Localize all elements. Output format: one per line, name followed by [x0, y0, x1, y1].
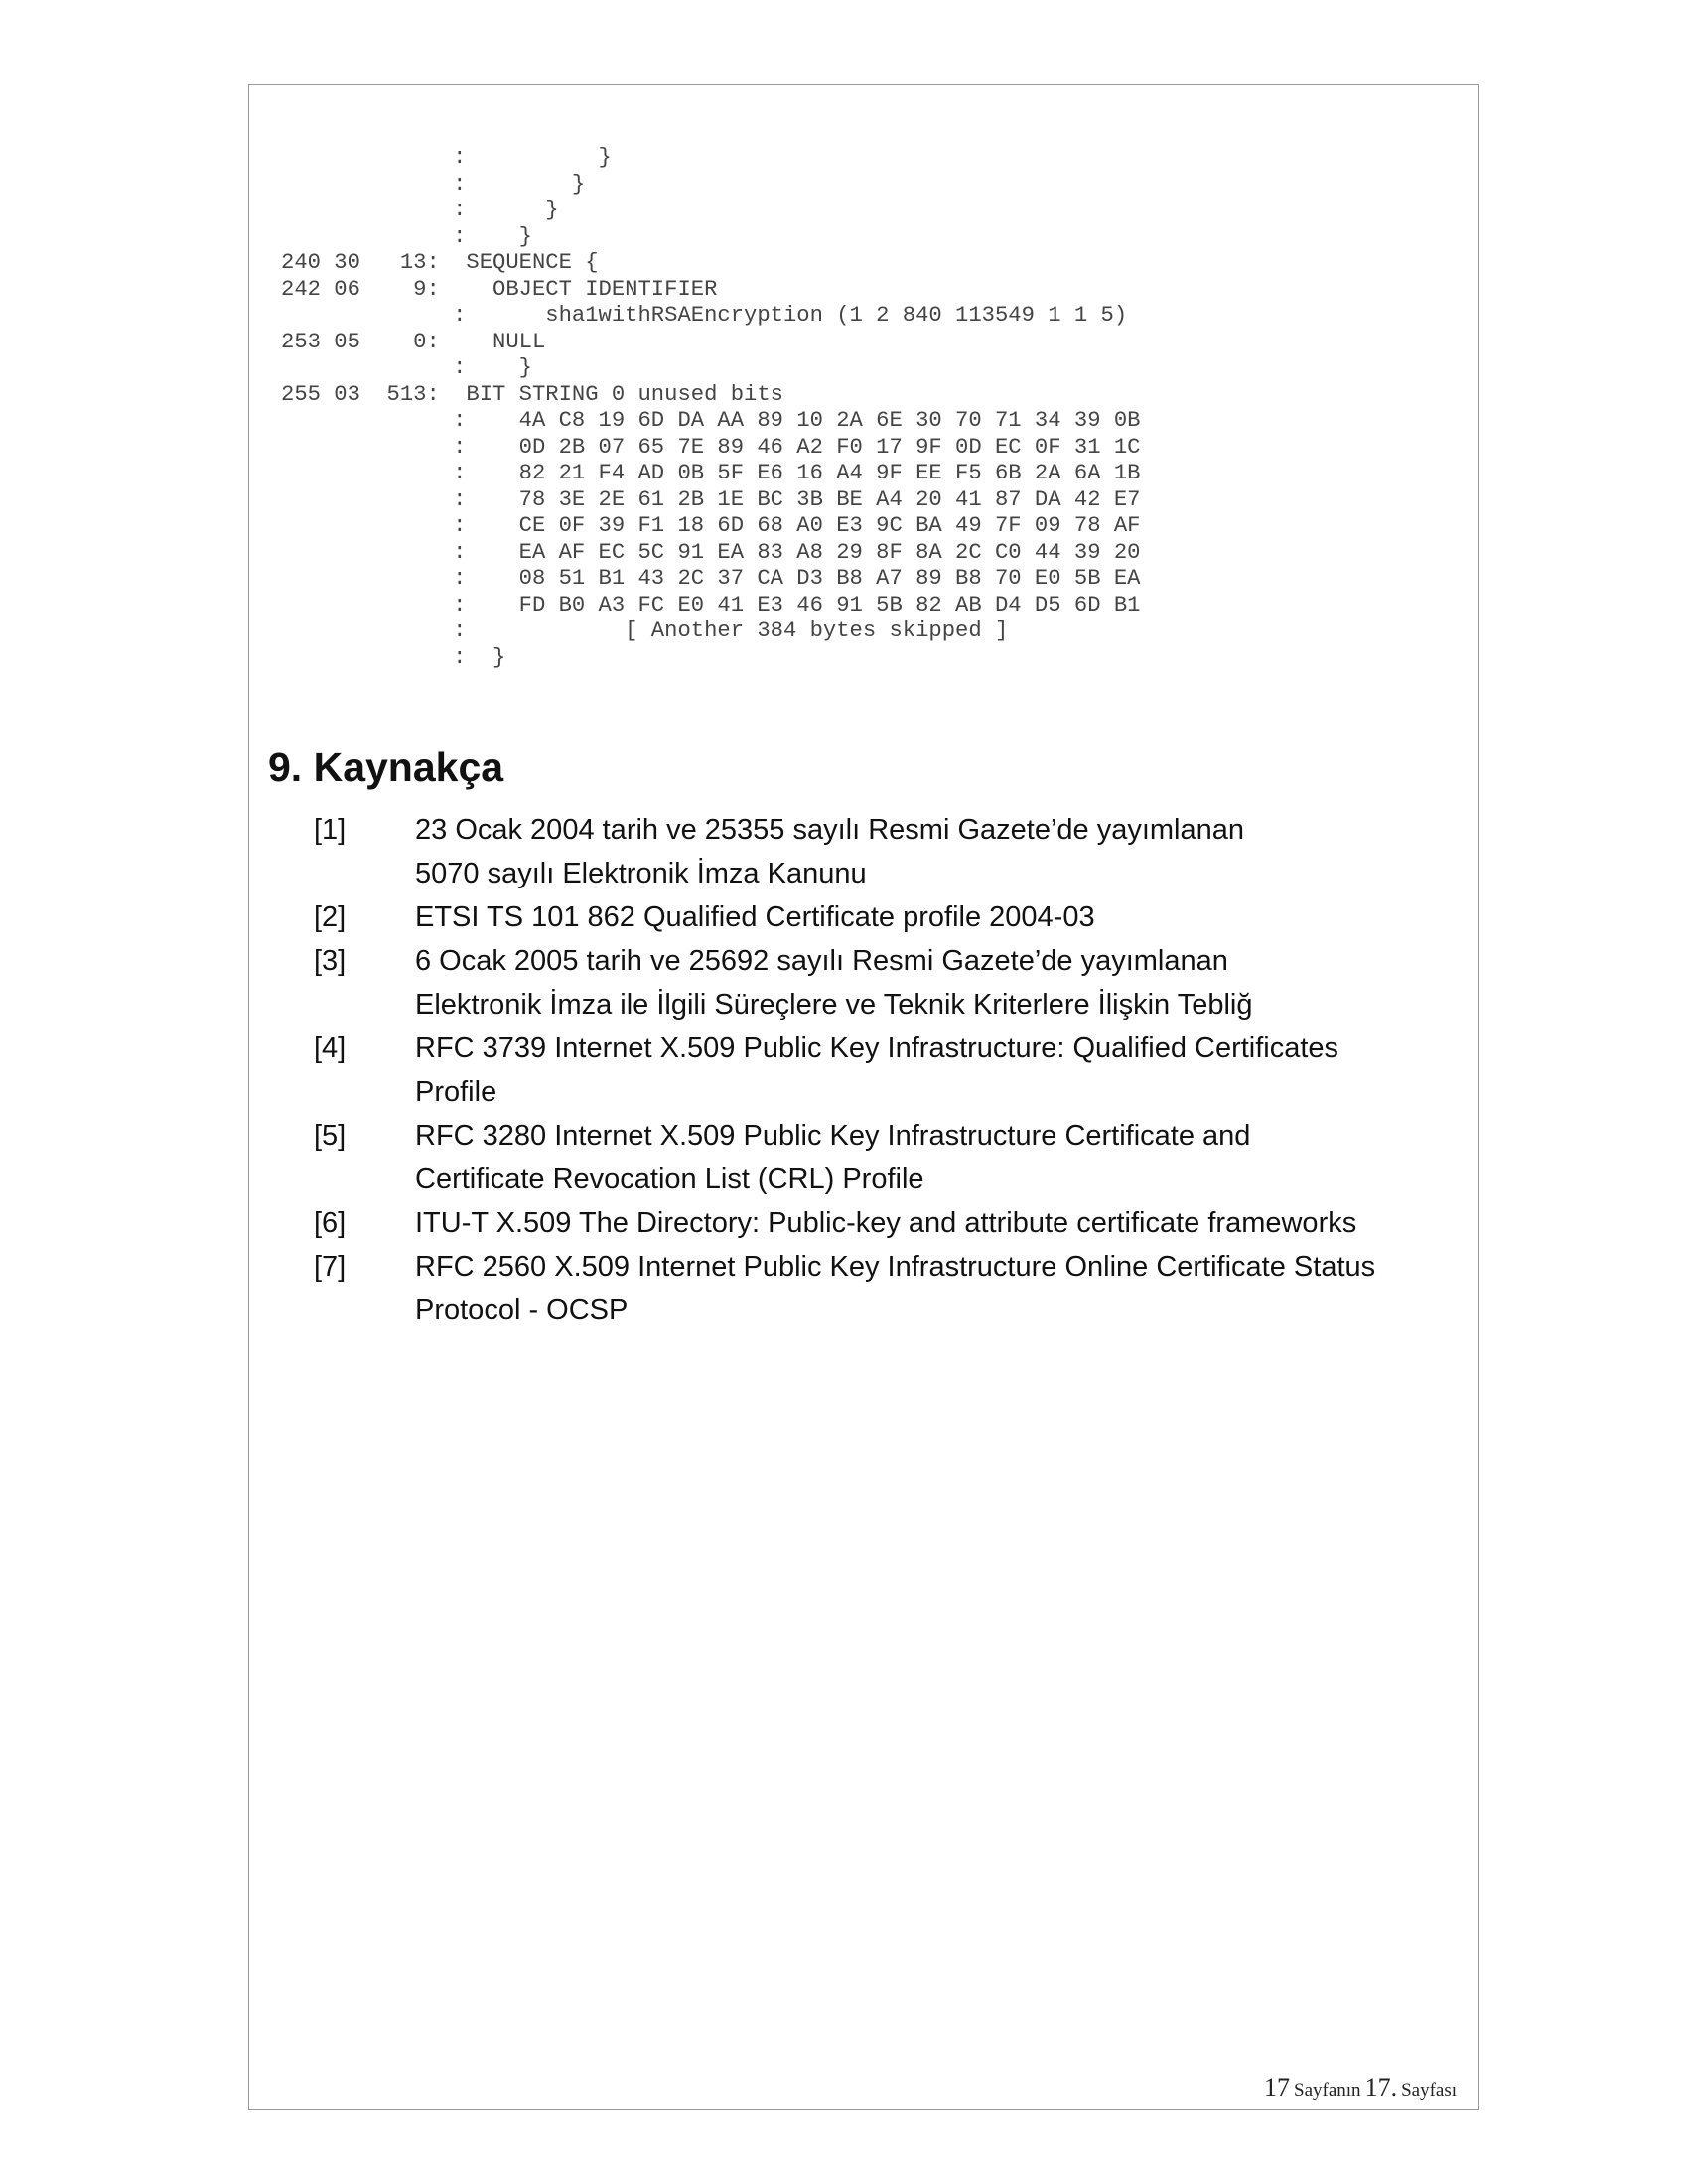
- reference-continuation: [0, 1295, 1688, 1338]
- asn1-line: : }: [281, 171, 586, 197]
- reference-text: 5070 sayılı Elektronik İmza Kanunu: [415, 858, 867, 889]
- reference-item: [0, 814, 1688, 858]
- asn1-line: 242 06 9: OBJECT IDENTIFIER: [281, 276, 718, 302]
- asn1-line: : 4A C8 19 6D DA AA 89 10 2A 6E 30 70 71 34 39 0B: [281, 408, 1141, 433]
- asn1-line: 253 05 0: NULL: [281, 329, 546, 354]
- reference-text: ITU-T X.509 The Directory: Public-key and attribute certificate frameworks: [415, 1207, 1357, 1239]
- reference-continuation: [0, 1163, 1688, 1207]
- total-pages-number: 17.: [1364, 2073, 1398, 2102]
- asn1-line: : }: [281, 644, 506, 670]
- reference-item: [0, 901, 1688, 945]
- reference-text: RFC 3739 Internet X.509 Public Key Infrastructure: Qualified Certificates: [415, 1032, 1339, 1064]
- reference-continuation: [0, 1076, 1688, 1120]
- asn1-line: : 08 51 B1 43 2C 37 CA D3 B8 A7 89 B8 70 E0 5B EA: [281, 566, 1141, 591]
- reference-number: [6]: [314, 1207, 347, 1239]
- reference-item: [0, 1207, 1688, 1251]
- reference-item: [0, 1120, 1688, 1163]
- reference-number: [3]: [314, 945, 347, 977]
- reference-list: [0, 814, 1688, 1338]
- reference-text: 6 Ocak 2005 tarih ve 25692 sayılı Resmi Gazete’de yayımlanan: [415, 945, 1228, 977]
- asn1-line: : 0D 2B 07 65 7E 89 46 A2 F0 17 9F 0D EC 0F 31 1C: [281, 434, 1141, 460]
- current-page-number: 17: [1264, 2073, 1291, 2102]
- asn1-dump: [281, 145, 1140, 671]
- reference-continuation: [0, 989, 1688, 1032]
- reference-item: [0, 945, 1688, 989]
- reference-text: Elektronik İmza ile İlgili Süreçlere ve Teknik Kriterlere İlişkin Tebliğ: [415, 989, 1253, 1021]
- asn1-line: : [ Another 384 bytes skipped ]: [281, 618, 1009, 643]
- reference-continuation: [0, 858, 1688, 901]
- asn1-line: : EA AF EC 5C 91 EA 83 A8 29 8F 8A 2C C0 44 39 20: [281, 539, 1141, 565]
- section-heading: 9. Kaynakça: [268, 745, 504, 790]
- reference-item: [0, 1251, 1688, 1295]
- asn1-line: 255 03 513: BIT STRING 0 unused bits: [281, 381, 783, 407]
- asn1-line: : 82 21 F4 AD 0B 5F E6 16 A4 9F EE F5 6B 2A 6A 1B: [281, 461, 1141, 485]
- asn1-line: : }: [281, 145, 612, 170]
- reference-number: [5]: [314, 1120, 347, 1152]
- page-label: Sayfası: [1401, 2080, 1457, 2101]
- reference-item: [0, 1032, 1688, 1076]
- asn1-line: : FD B0 A3 FC E0 41 E3 46 91 5B 82 AB D4 D5 6D B1: [281, 592, 1141, 617]
- reference-text: RFC 2560 X.509 Internet Public Key Infrastructure Online Certificate Status: [415, 1251, 1376, 1283]
- reference-text: 23 Ocak 2004 tarih ve 25355 sayılı Resmi Gazete’de yayımlanan: [415, 814, 1245, 846]
- reference-number: [1]: [314, 814, 347, 846]
- reference-text: Protocol - OCSP: [415, 1295, 629, 1326]
- asn1-line: : CE 0F 39 F1 18 6D 68 A0 E3 9C BA 49 7F 09 78 AF: [281, 513, 1141, 538]
- asn1-line: : 78 3E 2E 61 2B 1E BC 3B BE A4 20 41 87 DA 42 E7: [281, 486, 1141, 512]
- reference-number: [7]: [314, 1251, 347, 1283]
- reference-number: [2]: [314, 901, 347, 933]
- page-of-label: Sayfanın: [1294, 2080, 1361, 2101]
- asn1-line: : }: [281, 223, 532, 249]
- reference-text: ETSI TS 101 862 Qualified Certificate profile 2004-03: [415, 901, 1095, 933]
- reference-text: RFC 3280 Internet X.509 Public Key Infrastructure Certificate and: [415, 1120, 1251, 1152]
- asn1-line: : }: [281, 198, 559, 222]
- reference-number: [4]: [314, 1032, 347, 1064]
- asn1-line: 240 30 13: SEQUENCE {: [281, 250, 599, 275]
- asn1-line: : sha1withRSAEncryption (1 2 840 113549 1 1 5): [281, 303, 1128, 328]
- reference-text: Profile: [415, 1076, 497, 1108]
- reference-text: Certificate Revocation List (CRL) Profile: [415, 1163, 924, 1195]
- asn1-line: : }: [281, 355, 532, 380]
- page-number-footer: [1264, 2073, 1457, 2103]
